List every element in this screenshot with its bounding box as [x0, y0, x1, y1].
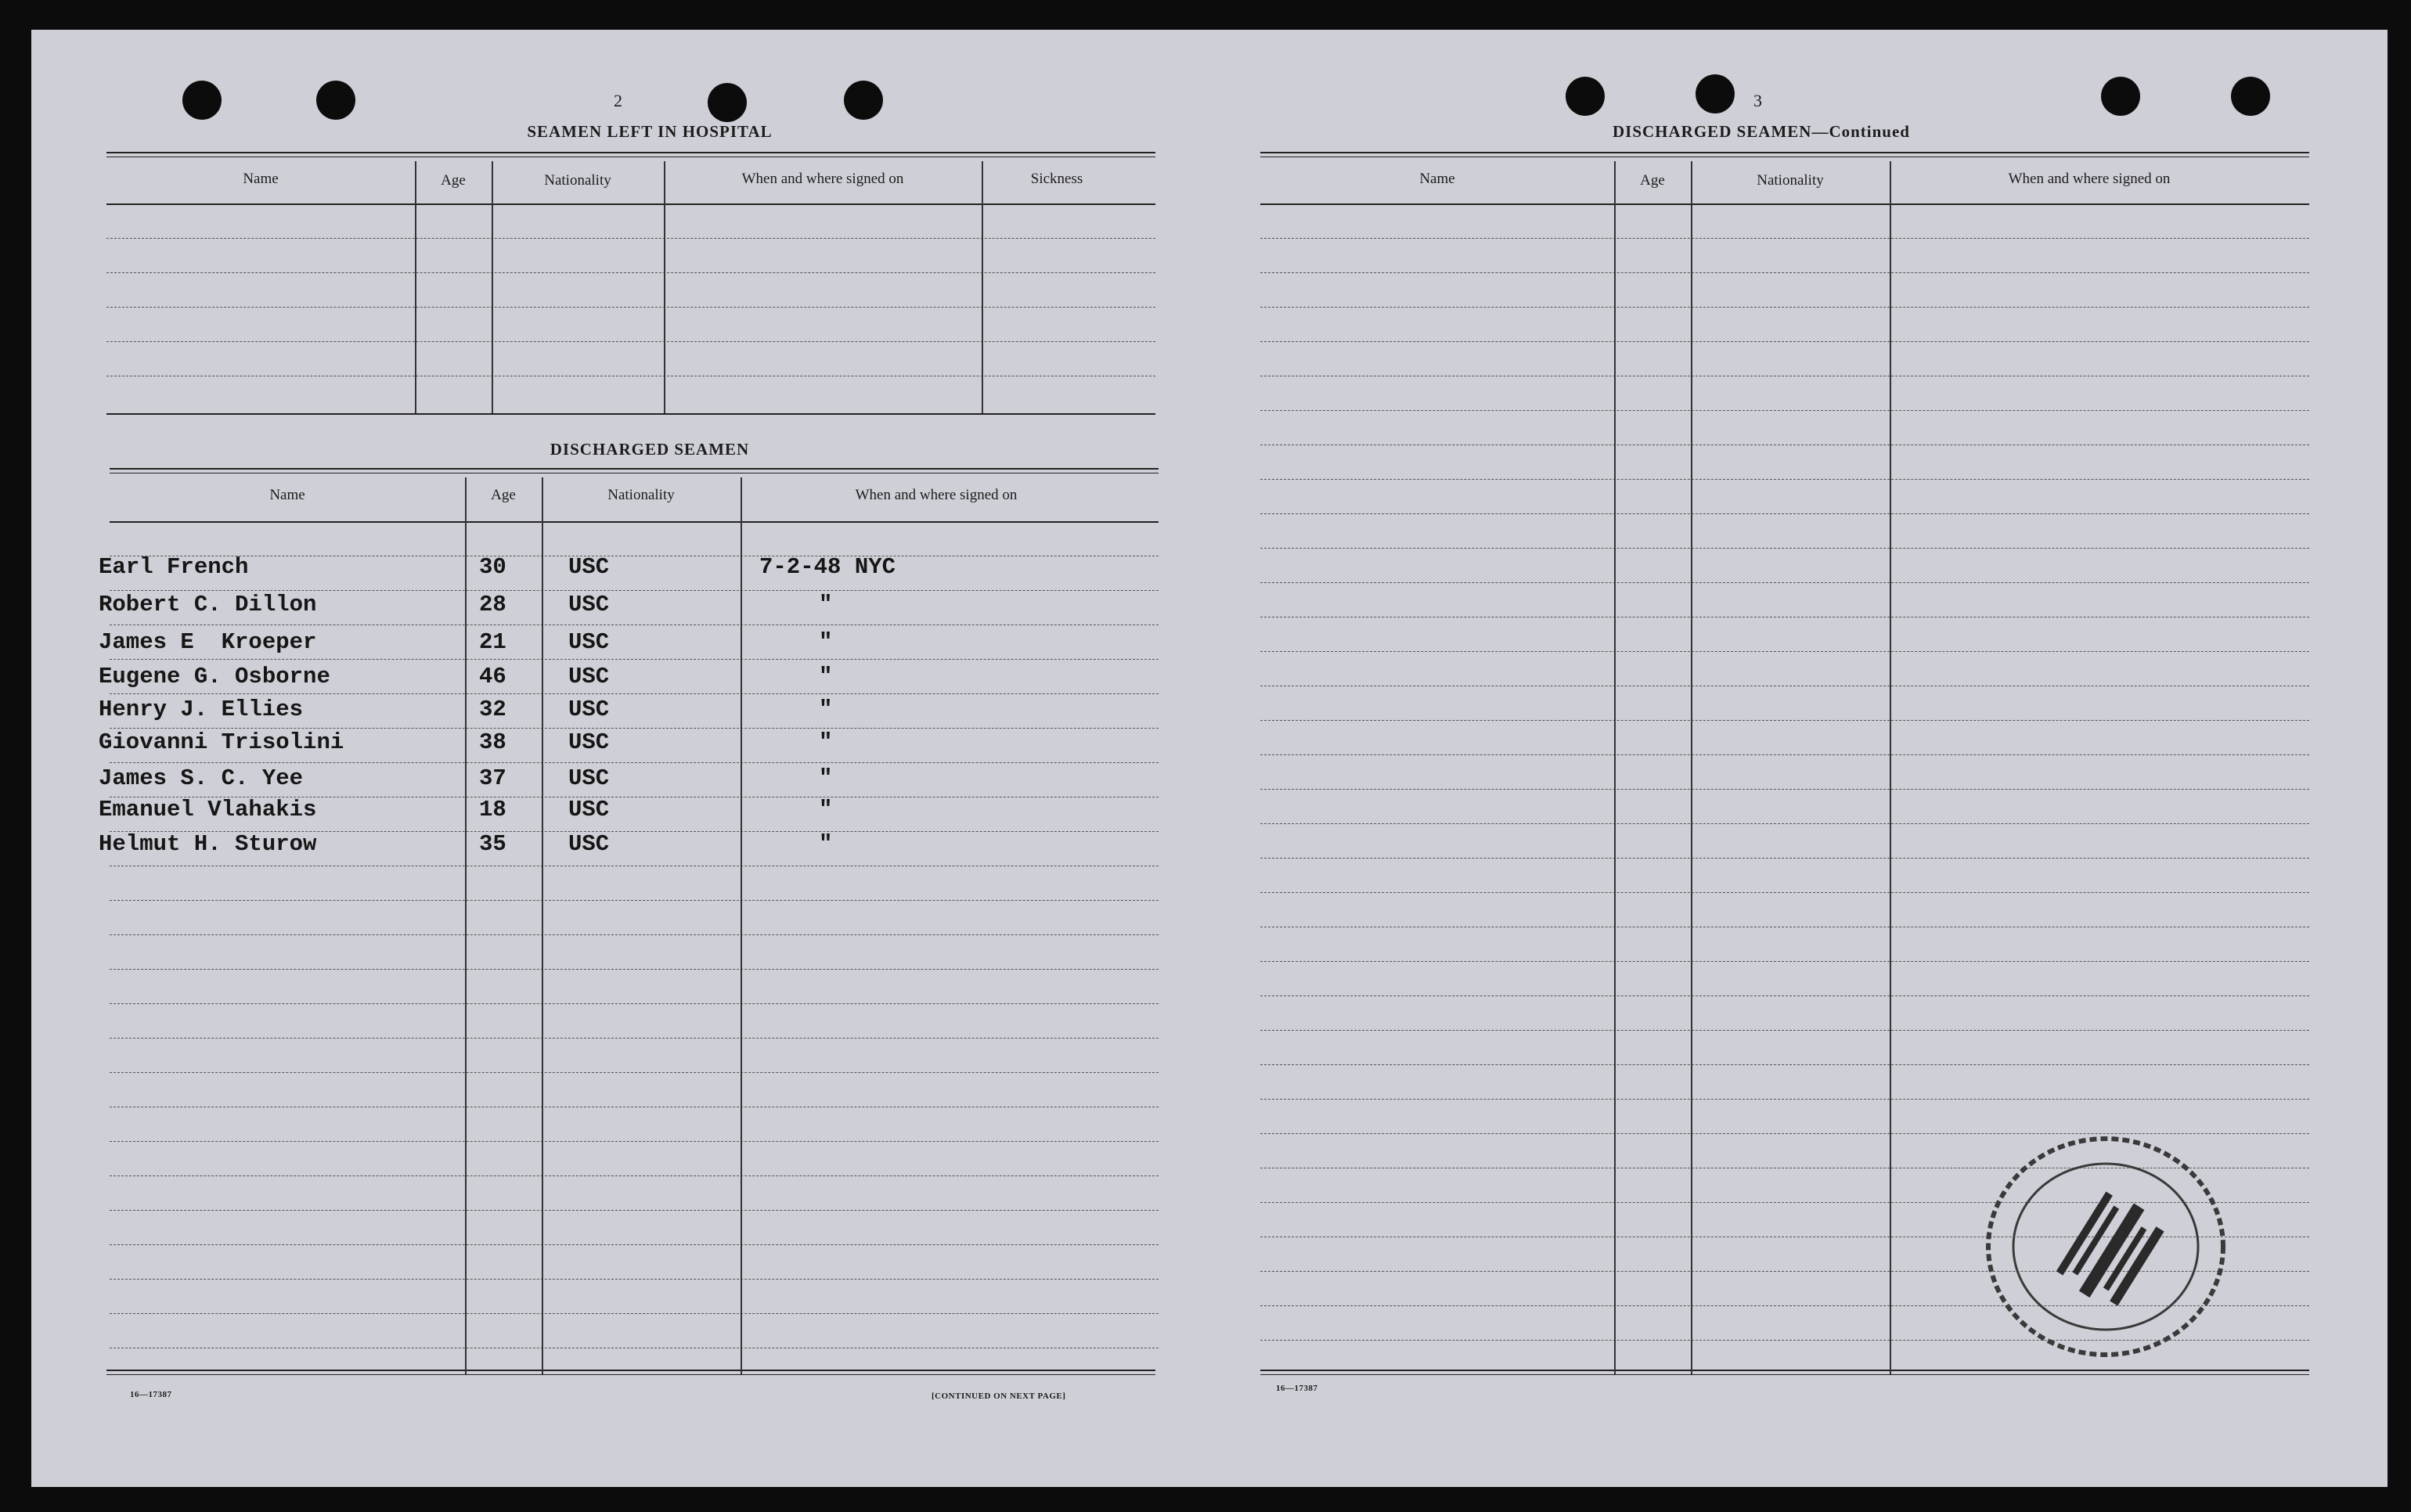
punch-hole: [316, 81, 355, 120]
seaman-nationality: USC: [568, 797, 610, 823]
form-number: 16—17387: [130, 1390, 172, 1399]
row-line: [110, 728, 1159, 729]
row-line: [1260, 892, 2309, 893]
column-header-name: Name: [243, 171, 279, 187]
seaman-signed-on: ": [819, 592, 833, 617]
seaman-nationality: USC: [568, 831, 610, 857]
row-line: [110, 590, 1159, 591]
seaman-nationality: USC: [568, 629, 610, 655]
seaman-name: Helmut H. Sturow: [99, 831, 317, 857]
row-line: [1260, 789, 2309, 790]
column-divider: [465, 477, 467, 1374]
seaman-signed-on: ": [819, 765, 833, 791]
row-line: [110, 934, 1159, 935]
column-header-name: Name: [269, 487, 305, 503]
row-line: [110, 1038, 1159, 1039]
seaman-age: 32: [479, 697, 506, 722]
header-rule: [106, 203, 1155, 205]
column-header-nationality: Nationality: [607, 487, 675, 503]
punch-hole: [844, 81, 883, 120]
column-divider: [1691, 161, 1692, 1374]
column-header-nationality: Nationality: [1757, 172, 1824, 189]
column-header-nationality: Nationality: [544, 172, 611, 189]
row-line: [1260, 1099, 2309, 1100]
seaman-signed-on: ": [819, 831, 833, 857]
row-line: [1260, 238, 2309, 239]
punch-hole: [2231, 77, 2270, 116]
seaman-age: 30: [479, 554, 506, 580]
row-line: [110, 900, 1159, 901]
hospital-section-title: SEAMEN LEFT IN HOSPITAL: [527, 122, 773, 141]
seaman-age: 35: [479, 831, 506, 857]
column-header-signed-on: When and where signed on: [855, 487, 1018, 503]
row-line: [1260, 1064, 2309, 1065]
table-top-rule: [1260, 152, 2309, 153]
row-line: [110, 1003, 1159, 1004]
punch-hole: [182, 81, 222, 120]
row-line: [110, 1072, 1159, 1073]
column-divider: [1614, 161, 1616, 1374]
row-line: [1260, 858, 2309, 859]
row-line: [1260, 823, 2309, 824]
row-line: [110, 1244, 1159, 1245]
punch-hole: [1696, 74, 1735, 113]
row-line: [106, 272, 1155, 273]
discharged-section-title: DISCHARGED SEAMEN: [550, 440, 750, 459]
column-header-name: Name: [1419, 171, 1455, 187]
row-line: [110, 1279, 1159, 1280]
page-number: 3: [1753, 91, 1762, 110]
column-header-signed-on: When and where signed on: [2008, 171, 2171, 187]
table-bottom-rule: [1260, 1374, 2309, 1375]
row-line: [110, 659, 1159, 660]
punch-hole: [2101, 77, 2140, 116]
column-divider: [982, 161, 983, 413]
row-line: [110, 1210, 1159, 1211]
table-bottom-rule: [106, 1374, 1155, 1375]
row-line: [1260, 995, 2309, 996]
row-line: [1260, 548, 2309, 549]
column-divider: [492, 161, 493, 413]
column-divider: [1890, 161, 1891, 1374]
seaman-signed-on: ": [819, 629, 833, 655]
row-line: [1260, 1030, 2309, 1031]
row-line: [110, 969, 1159, 970]
seaman-name: Henry J. Ellies: [99, 697, 304, 722]
row-line: [106, 307, 1155, 308]
column-header-age: Age: [491, 487, 516, 503]
column-header-age: Age: [1640, 172, 1665, 189]
scanned-document: [31, 30, 2388, 1487]
seaman-nationality: USC: [568, 765, 610, 791]
seaman-age: 18: [479, 797, 506, 823]
header-rule: [110, 521, 1159, 523]
row-line: [110, 1175, 1159, 1176]
seaman-name: Eugene G. Osborne: [99, 664, 330, 689]
seaman-signed-on: ": [819, 729, 833, 755]
seaman-signed-on: ": [819, 664, 833, 689]
seaman-nationality: USC: [568, 592, 610, 617]
seaman-name: James S. C. Yee: [99, 765, 304, 791]
row-line: [1260, 341, 2309, 342]
seaman-name: Robert C. Dillon: [99, 592, 317, 617]
column-header-sickness: Sickness: [1030, 171, 1083, 187]
seaman-signed-on: ": [819, 697, 833, 722]
row-line: [110, 1141, 1159, 1142]
table-bottom-rule: [106, 413, 1155, 415]
row-line: [1260, 307, 2309, 308]
table-bottom-rule: [1260, 1370, 2309, 1371]
seaman-signed-on: ": [819, 797, 833, 823]
column-divider: [415, 161, 416, 413]
seaman-age: 21: [479, 629, 506, 655]
form-number: 16—17387: [1276, 1384, 1318, 1393]
left-page: [31, 30, 1190, 1487]
seaman-nationality: USC: [568, 729, 610, 755]
continued-note: [CONTINUED ON NEXT PAGE]: [932, 1391, 1066, 1401]
row-line: [1260, 961, 2309, 962]
row-line: [1260, 410, 2309, 411]
row-line: [1260, 754, 2309, 755]
row-line: [1260, 582, 2309, 583]
row-line: [106, 341, 1155, 342]
seaman-age: 38: [479, 729, 506, 755]
seaman-nationality: USC: [568, 697, 610, 722]
seaman-age: 28: [479, 592, 506, 617]
table-bottom-rule: [106, 1370, 1155, 1371]
seaman-signed-on: 7-2-48 NYC: [759, 554, 896, 580]
row-line: [1260, 651, 2309, 652]
column-divider: [542, 477, 543, 1374]
table-top-rule: [106, 152, 1155, 153]
column-divider: [741, 477, 742, 1374]
header-rule: [1260, 203, 2309, 205]
table-top-rule: [110, 468, 1159, 470]
row-line: [110, 762, 1159, 763]
page-number: 2: [614, 91, 622, 110]
column-header-signed-on: When and where signed on: [741, 171, 904, 187]
row-line: [110, 693, 1159, 694]
row-line: [1260, 479, 2309, 480]
punch-hole: [1566, 77, 1605, 116]
seaman-age: 37: [479, 765, 506, 791]
seaman-nationality: USC: [568, 554, 610, 580]
continued-section-title: DISCHARGED SEAMEN—Continued: [1613, 122, 1910, 141]
row-line: [110, 1313, 1159, 1314]
row-line: [1260, 513, 2309, 514]
inspection-stamp: [1973, 1125, 2239, 1368]
seaman-name: Earl French: [99, 554, 249, 580]
punch-hole: [708, 83, 747, 122]
row-line: [106, 238, 1155, 239]
seaman-nationality: USC: [568, 664, 610, 689]
seaman-name: Emanuel Vlahakis: [99, 797, 317, 823]
row-line: [1260, 272, 2309, 273]
row-line: [1260, 720, 2309, 721]
column-divider: [664, 161, 665, 413]
seaman-name: James E Kroeper: [99, 629, 317, 655]
seaman-age: 46: [479, 664, 506, 689]
column-header-age: Age: [441, 172, 466, 189]
seaman-name: Giovanni Trisolini: [99, 729, 344, 755]
